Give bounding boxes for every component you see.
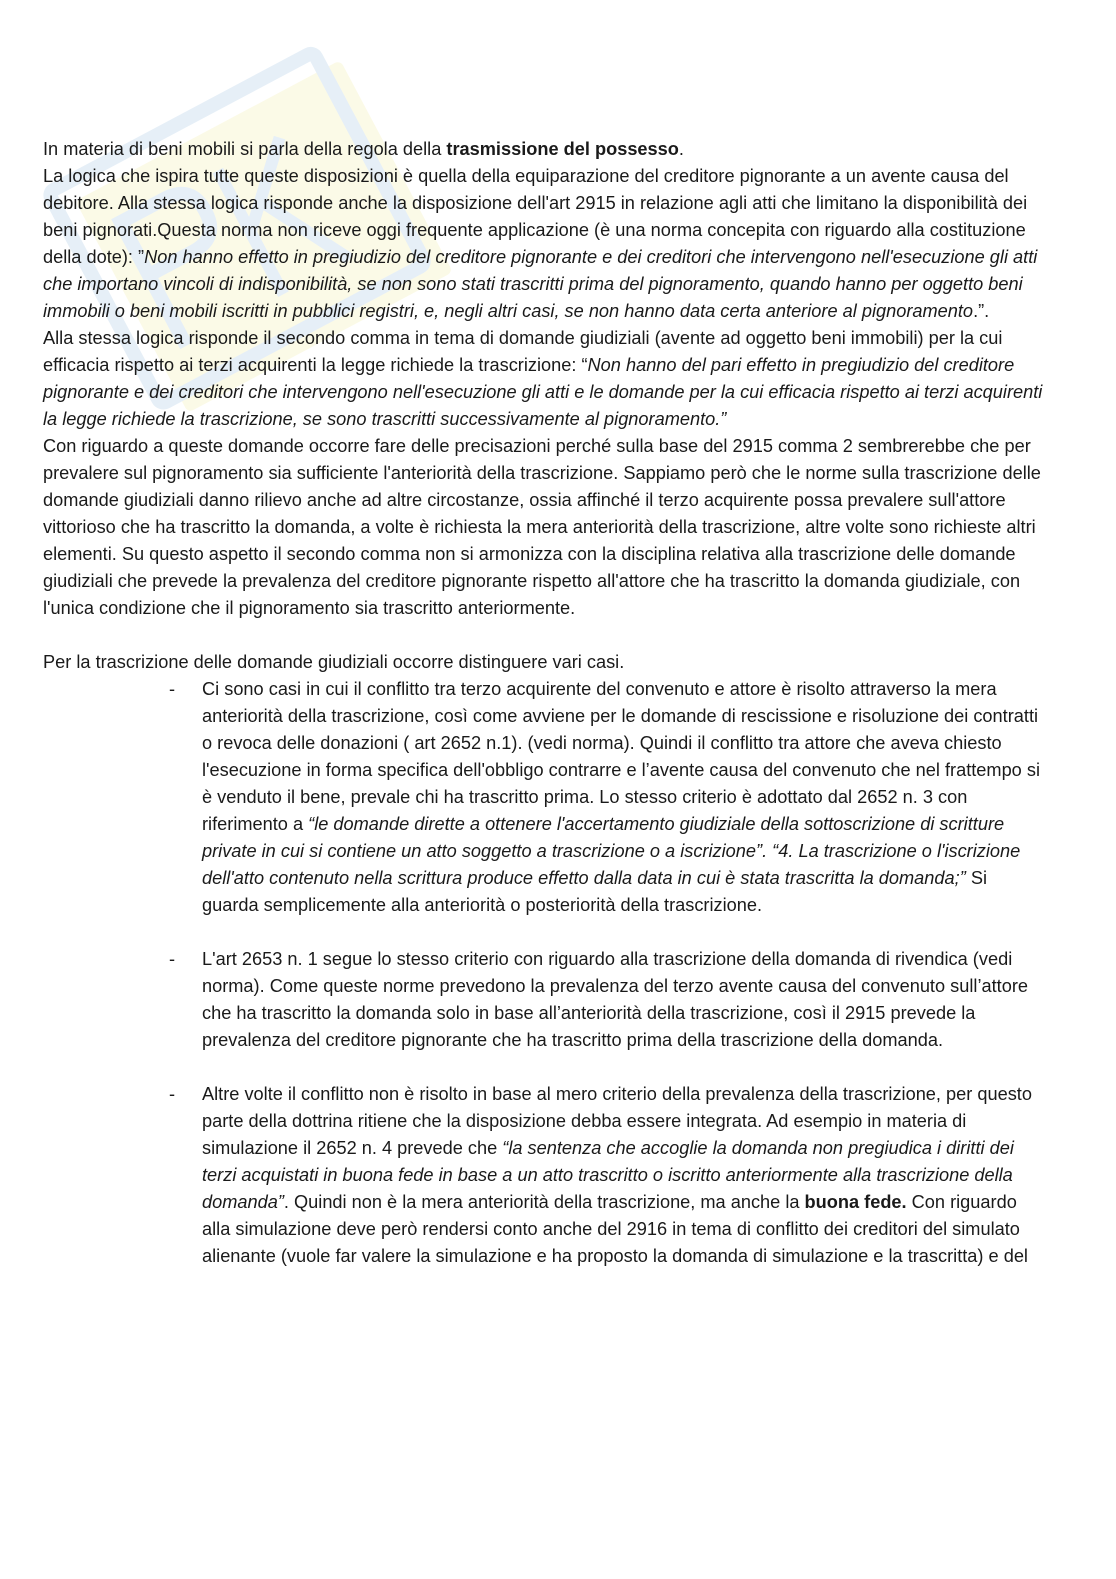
list-item: [43, 1081, 1043, 1270]
document-body: [43, 136, 1043, 1270]
b3-bold-term: buona fede.: [804, 1192, 907, 1212]
bullet-dash: -: [169, 679, 176, 699]
p2-end: .”.: [973, 301, 990, 321]
b1-text: Ci sono casi in cui il conflitto tra terzo acquirente del convenuto e attore è risolto attraverso la mera anteriorità della trascrizione, così come avviene per le domande di rescissione e risoluzione dei contratti o revoca delle donazioni ( art 2652 n.1). (vedi norma). Quindi il conflitto tra attore che aveva chiesto l'esecuzione in forma specifica dell'obbligo contrarre e l’avente causa del convenuto che nel frattempo si è venduto il bene, prevale chi ha trascritto prima. Lo stesso criterio è adottato dal 2652 n. 3 con riferimento a: [202, 679, 1040, 834]
paragraph-5: Per la trascrizione delle domande giudiziali occorre distinguere vari casi.: [43, 652, 625, 672]
cases-list: [43, 676, 1043, 1270]
paragraph-4: Con riguardo a queste domande occorre fare delle precisazioni perché sulla base del 2915 comma 2 sembrerebbe che per prevalere sul pignoramento sia sufficiente l'anteriorità della trascrizione. Sappiamo però che le norme sulla trascrizione delle domande giudiziali danno rilievo anche ad altre circostanze, ossia affinché il terzo acquirente possa prevalere sull'attore vittorioso che ha trascritto la domanda, a volte è richiesta la mera anteriorità della trascrizione, altre volte sono richieste altri elementi. Su questo aspetto il secondo comma non si armonizza con la disciplina relativa alla trascrizione delle domande giudiziali che prevede la prevalenza del creditore pignorante rispetto all'attore che ha trascritto la domanda giudiziale, con l'unica condizione che il pignoramento sia trascritto anteriormente.: [43, 436, 1041, 618]
bullet-dash: -: [169, 949, 176, 969]
p1-text: In materia di beni mobili si parla della regola della: [43, 139, 447, 159]
list-item: [43, 946, 1043, 1054]
paragraph-3: [43, 325, 1043, 433]
paragraph-2: [43, 163, 1043, 325]
bullet-dash: -: [169, 1084, 176, 1104]
b3-mid: . Quindi non è la mera anteriorità della trascrizione, ma anche la: [283, 1192, 805, 1212]
b2-text: L'art 2653 n. 1 segue lo stesso criterio con riguardo alla trascrizione della domanda di rivendica (vedi norma). Come queste norme prevedono la prevalenza del terzo avente causa del convenuto sull’attore che ha trascritto la domanda solo in base all’anteriorità della trascrizione, così il 2915 prevede la prevalenza del creditore pignorante che ha trascritto prima della trascrizione della domanda.: [202, 949, 1028, 1050]
p1-bold-term: trasmissione del possesso: [446, 139, 679, 159]
b3-text: Altre volte il conflitto non è risolto in base al mero criterio della prevalenza della trascrizione, per questo parte della dottrina ritiene che la disposizione debba essere integrata. Ad esempio in materia di simulazione il 2652 n. 4 prevede che: [202, 1084, 1032, 1158]
list-item: [43, 676, 1043, 919]
paragraph-1: [43, 136, 1043, 163]
b3-quote: “la sentenza che accoglie la domanda non pregiudica i diritti dei terzi acquistati in buona fede in base a un atto trascritto o iscritto anteriormente alla trascrizione della domanda”: [202, 1138, 1014, 1212]
p2-text: La logica che ispira tutte queste disposizioni è quella della equiparazione del creditore pignorante a un avente causa del debitore. Alla stessa logica risponde anche la disposizione dell'art 2915 in relazione agli atti che limitano la disponibilità dei beni pignorati.Questa norma non riceve oggi frequente applicazione (è una norma concepita con riguardo alla costituzione della dote): ”: [43, 166, 1028, 267]
p2-quote: Non hanno effetto in pregiudizio del creditore pignorante e dei creditori che intervengono nell'esecuzione gli atti che importano vincoli di indisponibilità, se non sono stati trascritti prima del pignoramento, quando hanno per oggetto beni immobili o beni mobili iscritti in pubblici registri, e, negli altri casi, se non hanno data certa anteriore al pignoramento: [43, 247, 1038, 321]
b3-end: Con riguardo alla simulazione deve però rendersi conto anche del 2916 in tema di conflitto dei creditori del simulato alienante (vuole far valere la simulazione e ha proposto la domanda di simulazione e la trascritta) e del: [202, 1192, 1028, 1266]
paragraph-gap: [43, 622, 1043, 649]
p3-quote: Non hanno del pari effetto in pregiudizio del creditore pignorante e dei creditori che intervengono nell'esecuzione gli atti e le domande per la cui efficacia rispetto ai terzi acquirenti la legge richiede la trascrizione, se sono trascritti successivamente al pignoramento.”: [43, 355, 1043, 429]
p1-end: .: [678, 139, 684, 159]
b1-quote: “le domande dirette a ottenere l'accertamento giudiziale della sottoscrizione di scritture private in cui si contiene un atto soggetto a trascrizione o a iscrizione”. “4. La trascrizione o l'iscrizione dell'atto contenuto nella scrittura produce effetto dalla data in cui è stata trascritta la domanda;”: [202, 814, 1021, 888]
b1-end: Si guarda semplicemente alla anteriorità o posteriorità della trascrizione.: [202, 868, 987, 915]
p3-text: Alla stessa logica risponde il secondo comma in tema di domande giudiziali (avente ad oggetto beni immobili) per la cui efficacia rispetto ai terzi acquirenti la legge richiede la trascrizione: “: [43, 328, 1003, 375]
